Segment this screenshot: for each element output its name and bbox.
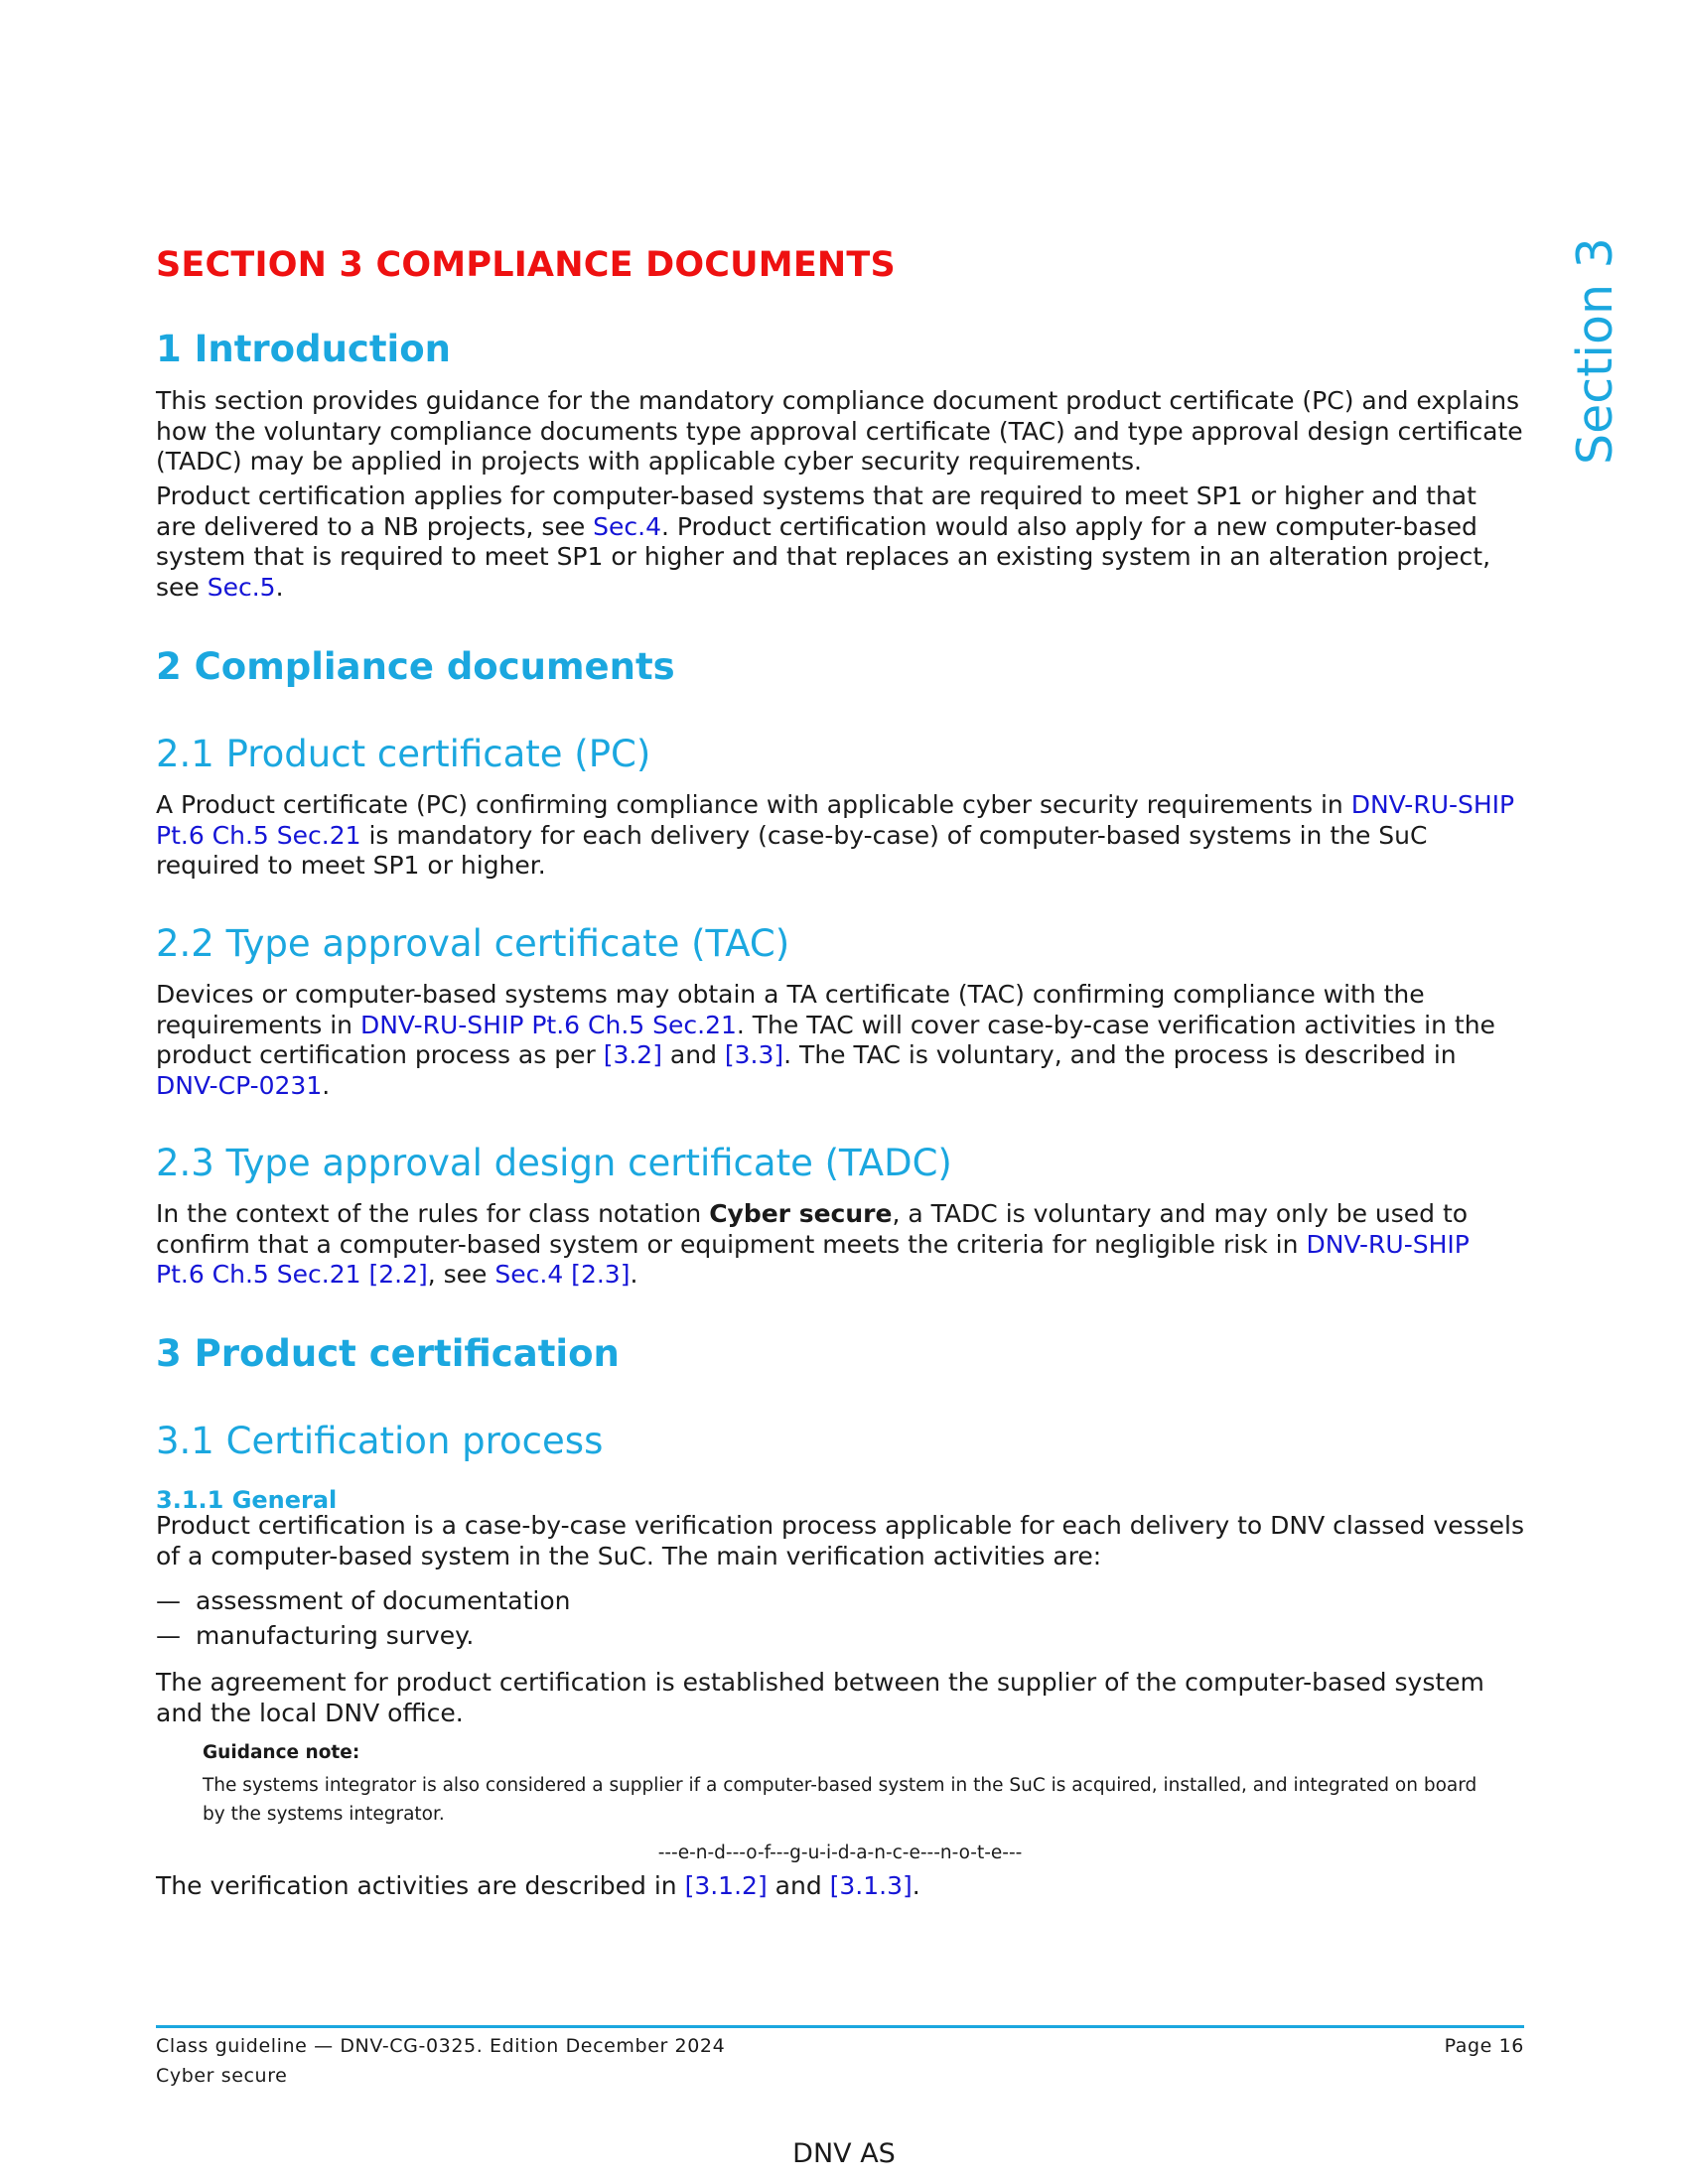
heading-product-certification: 3 Product certification <box>156 1332 620 1375</box>
link-dnv-ru-ship[interactable]: DNV-RU-SHIP Pt.6 Ch.5 Sec.21 <box>156 790 1515 850</box>
text: Product certification applies for computer-based systems that are required to meet SP1 or higher and that are delivered to a NB projects, see <box>156 481 1477 541</box>
text: is mandatory for each delivery (case-by-case) of computer-based systems in the SuC required to meet SP1 or higher. <box>156 820 1428 880</box>
guidance-note-text: The systems integrator is also considered a supplier if a computer-based system in the SuC is acquired, installed, and integrated on board by the systems integrator. <box>203 1775 1477 1825</box>
pc-paragraph <box>156 790 1524 882</box>
section-title: SECTION 3 COMPLIANCE DOCUMENTS <box>156 245 896 285</box>
link-3-2[interactable]: [3.2] <box>603 1040 662 1069</box>
link-sec4-2-3[interactable]: Sec.4 [2.3] <box>494 1260 631 1289</box>
guidance-note-end: ---e-n-d---o-f---g-u-i-d-a-n-c-e---n-o-t-e--- <box>657 1843 1023 1863</box>
link-sec5[interactable]: Sec.5 <box>207 572 276 602</box>
text: and <box>661 1040 725 1069</box>
link-dnv-ru-ship-2-2[interactable]: DNV-RU-SHIP Pt.6 Ch.5 Sec.21 [2.2] <box>156 1229 1470 1289</box>
text: . <box>322 1070 331 1100</box>
heading-introduction: 1 Introduction <box>156 328 451 370</box>
text: The verification activities are described in <box>156 1871 685 1900</box>
footer-document-title: Class guideline — DNV-CG-0325. Edition December 2024 <box>156 2035 726 2057</box>
footer-page-number: Page 16 <box>1444 2035 1524 2057</box>
text: and <box>767 1871 830 1900</box>
heading-general: 3.1.1 General <box>156 1486 338 1514</box>
text: , see <box>427 1260 495 1289</box>
heading-compliance-documents: 2 Compliance documents <box>156 645 675 688</box>
section-side-tab: Section 3 <box>1567 237 1623 465</box>
dash-bullet: — <box>156 1586 181 1615</box>
list-item-text: assessment of documentation <box>196 1586 571 1615</box>
tadc-paragraph <box>156 1199 1524 1291</box>
text: . <box>630 1260 638 1289</box>
guidance-note <box>203 1738 1483 1829</box>
text: . The TAC is voluntary, and the process is described in <box>783 1040 1457 1069</box>
verification-activities-list <box>156 1583 571 1653</box>
heading-type-approval-certificate: 2.2 Type approval certificate (TAC) <box>156 922 790 965</box>
link-dnv-ru-ship[interactable]: DNV-RU-SHIP Pt.6 Ch.5 Sec.21 <box>359 1010 737 1039</box>
footer-subtitle: Cyber secure <box>156 2065 288 2087</box>
agreement-paragraph: The agreement for product certification is established between the supplier of the computer-based system and the local DNV office. <box>156 1668 1484 1727</box>
text: , a TADC is voluntary and may only be used to confirm that a computer-based system or equipment meets the criteria for negligible risk in <box>156 1199 1469 1259</box>
heading-type-approval-design-certificate: 2.3 Type approval design certificate (TADC) <box>156 1142 952 1184</box>
list-item-text: manufacturing survey. <box>196 1621 475 1650</box>
heading-product-certificate: 2.1 Product certificate (PC) <box>156 733 651 775</box>
link-3-1-2[interactable]: [3.1.2] <box>684 1871 768 1900</box>
text: . Product certification would also apply for a new computer-based system that is required to meet SP1 or higher and that replaces an existing system in an alteration project, see <box>156 511 1491 602</box>
intro-paragraph-1: This section provides guidance for the mandatory compliance document product certificate (PC) and explains how the voluntary compliance documents type approval certificate (TAC) and type approval design certificate (TADC) may be applied in projects with applicable cyber security requirements. <box>156 386 1523 476</box>
link-3-1-3[interactable]: [3.1.3] <box>829 1871 913 1900</box>
text: In the context of the rules for class notation <box>156 1199 710 1228</box>
cyber-secure-notation: Cyber secure <box>709 1199 893 1228</box>
link-dnv-cp-0231[interactable]: DNV-CP-0231 <box>156 1070 323 1100</box>
link-sec4[interactable]: Sec.4 <box>593 511 662 541</box>
list-item <box>156 1618 571 1653</box>
intro-paragraph-2 <box>156 481 1524 603</box>
guidance-note-title: Guidance note: <box>203 1742 360 1763</box>
list-item <box>156 1583 571 1618</box>
verification-paragraph <box>156 1871 1524 1902</box>
text: . The TAC will cover case-by-case verification activities in the product certification process as per <box>156 1010 1495 1069</box>
text: . <box>912 1871 920 1900</box>
text: . <box>275 572 284 602</box>
tac-paragraph <box>156 980 1524 1101</box>
text: Devices or computer-based systems may obtain a TA certificate (TAC) confirming compliance with the requirements in <box>156 980 1425 1039</box>
dash-bullet: — <box>156 1621 181 1650</box>
heading-certification-process: 3.1 Certification process <box>156 1420 604 1462</box>
footer-rule <box>156 2025 1524 2028</box>
link-3-3[interactable]: [3.3] <box>724 1040 784 1069</box>
general-paragraph: Product certification is a case-by-case verification process applicable for each delivery to DNV classed vessels of a computer-based system in the SuC. The main verification activities are: <box>156 1511 1525 1570</box>
text: A Product certificate (PC) confirming compliance with applicable cyber security requirements in <box>156 790 1351 819</box>
footer-company: DNV AS <box>792 2138 896 2169</box>
